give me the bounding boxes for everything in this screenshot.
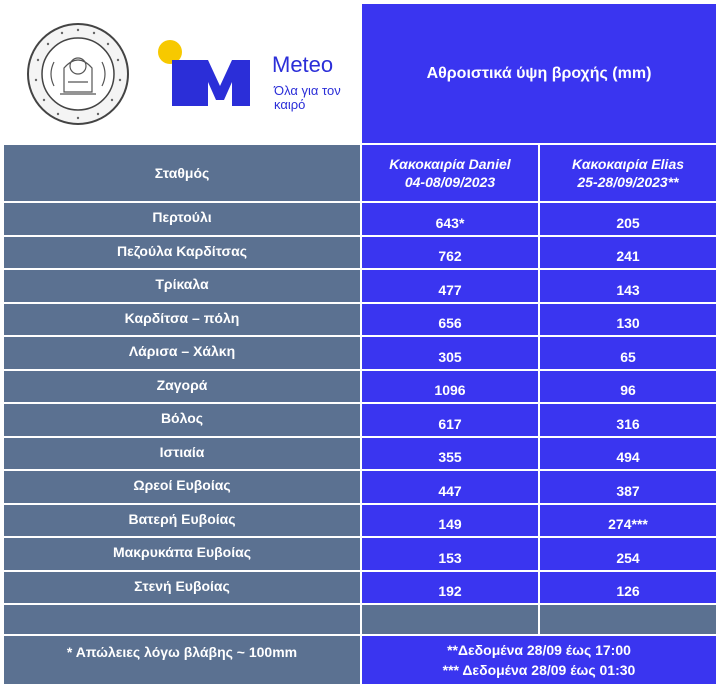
header-elias [540,145,716,201]
daniel-value: 1096 [362,371,538,403]
station-name: Περτούλι [4,203,360,235]
footnote-notes [362,636,716,684]
station-name: Λάρισα – Χάλκη [4,337,360,369]
daniel-value: 447 [362,471,538,503]
table-title: Αθροιστικά ύψη βροχής (mm) [362,4,716,143]
table-row [4,237,716,269]
daniel-value: 355 [362,438,538,470]
elias-value: 494 [540,438,716,470]
table-row [4,203,716,235]
meteo-tagline: Όλα για τον καιρό [274,83,341,112]
table-row [4,505,716,537]
meteo-m-logo-icon [154,38,266,108]
logo-cell [4,4,360,143]
footnote-single-star: * Απώλειες λόγω βλάβης ~ 100mm [4,636,360,684]
header-elias-dates: 25-28/09/2023** [577,174,679,190]
station-name: Καρδίτσα – πόλη [4,304,360,336]
elias-value: 126 [540,572,716,604]
elias-value: 274*** [540,505,716,537]
station-name: Βατερή Ευβοίας [4,505,360,537]
elias-value: 241 [540,237,716,269]
elias-value: 130 [540,304,716,336]
table-row [4,572,716,604]
header-daniel-title: Κακοκαιρία Daniel [389,156,511,172]
station-name: Τρίκαλα [4,270,360,302]
footnote-triple-star: *** Δεδομένα 28/09 έως 01:30 [442,662,636,678]
national-observatory-seal-icon [24,22,132,126]
station-name: Πεζούλα Καρδίτσας [4,237,360,269]
table-row [4,471,716,503]
elias-value: 143 [540,270,716,302]
spacer-row [4,605,716,634]
daniel-value: 192 [362,572,538,604]
spacer-cell [362,605,538,634]
table-row [4,270,716,302]
station-name: Στενή Ευβοίας [4,572,360,604]
table-row [4,404,716,436]
footnote-row [4,636,716,684]
daniel-value: 643* [362,203,538,235]
station-name: Βόλος [4,404,360,436]
table-row [4,438,716,470]
elias-value: 254 [540,538,716,570]
elias-value: 387 [540,471,716,503]
table-row [4,371,716,403]
rainfall-table [4,4,716,684]
footnote-double-star: **Δεδομένα 28/09 έως 17:00 [447,642,631,658]
header-station: Σταθμός [4,145,360,201]
daniel-value: 149 [362,505,538,537]
daniel-value: 153 [362,538,538,570]
spacer-cell [4,605,360,634]
header-daniel-dates: 04-08/09/2023 [404,174,496,190]
daniel-value: 762 [362,237,538,269]
elias-value: 65 [540,337,716,369]
spacer-cell [540,605,716,634]
table-row [4,304,716,336]
header-elias-title: Κακοκαιρία Elias [571,156,685,172]
table-row [4,538,716,570]
meteo-brand-name: Meteo [272,52,334,77]
elias-value: 316 [540,404,716,436]
daniel-value: 477 [362,270,538,302]
station-name: Ωρεοί Ευβοίας [4,471,360,503]
daniel-value: 617 [362,404,538,436]
daniel-value: 305 [362,337,538,369]
station-name: Ζαγορά [4,371,360,403]
daniel-value: 656 [362,304,538,336]
station-name: Μακρυκάπα Ευβοίας [4,538,360,570]
header-daniel [362,145,538,201]
elias-value: 205 [540,203,716,235]
table-row [4,337,716,369]
table-header-row [4,145,716,201]
elias-value: 96 [540,371,716,403]
station-name: Ιστιαία [4,438,360,470]
